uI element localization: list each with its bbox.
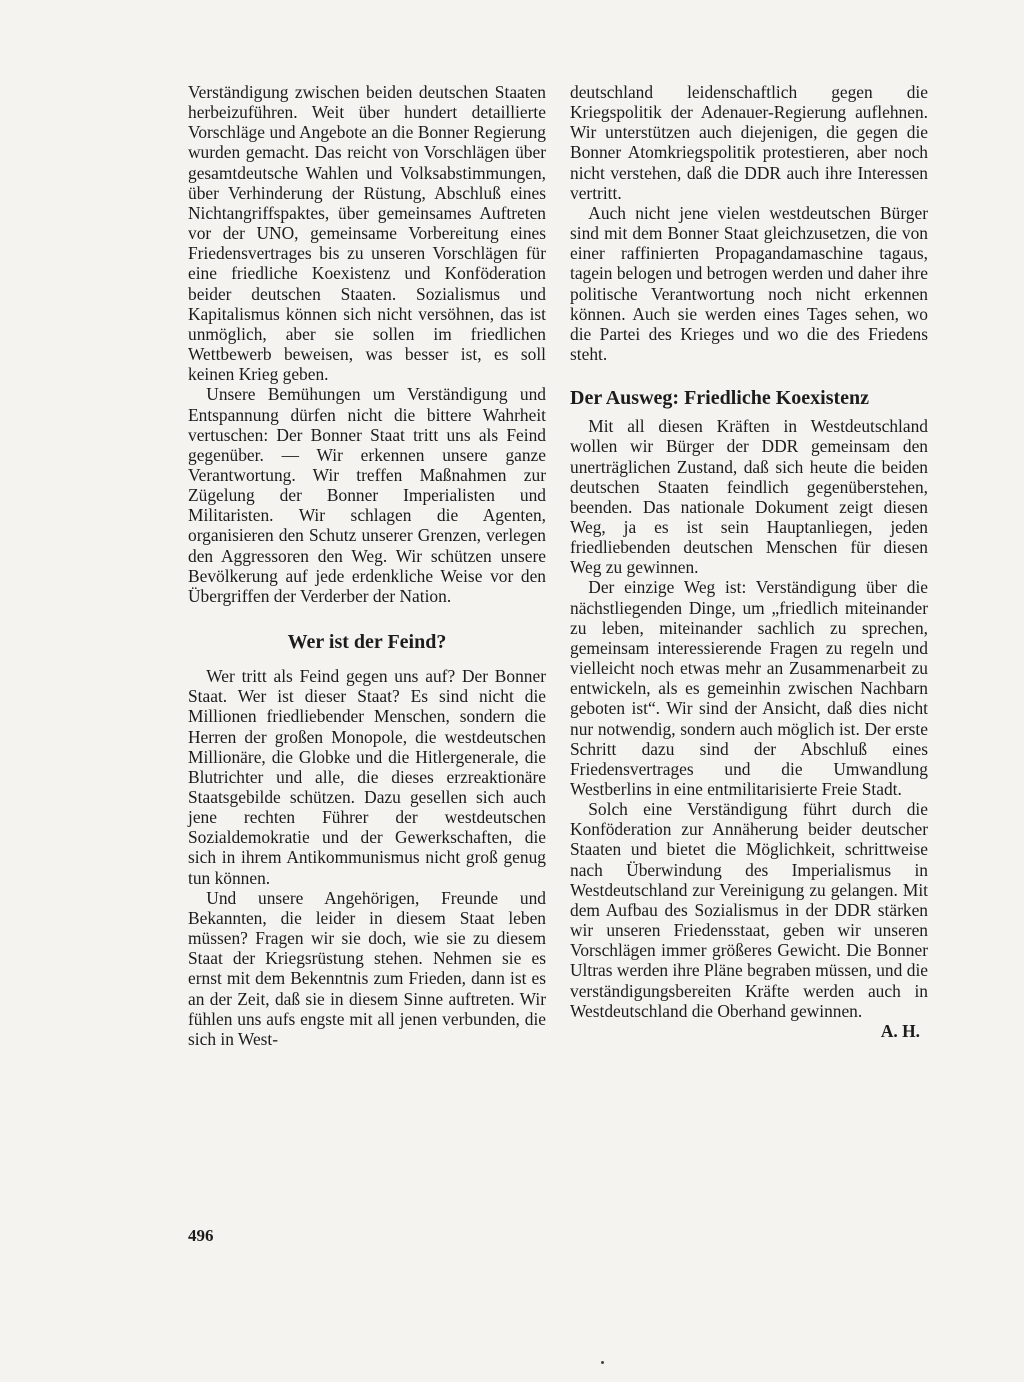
- section-heading-enemy: Wer ist der Feind?: [287, 631, 447, 654]
- paragraph-left-4: Und unsere Angehörigen, Freunde und Bekannten, die leider in diesem Staat leben müssen? Fragen wir sie doch, wie sie zu diesem Staat der Kriegsrüstung stehen. Nehmen sie es ernst mit dem Bekenntnis zum Frieden, dann ist es an der Zeit, daß sie in diesem Sinne auftreten. Wir fühlen uns aufs engste mit all jenen verbunden, die sich in West-: [188, 887, 546, 1049]
- right-column: [570, 82, 928, 1041]
- paragraph-right-2: Auch nicht jene vielen westdeutschen Bürger sind mit dem Bonner Staat gleichzusetzen, die von einer raffinierten Propagandamaschine tagaus, tagein belogen und betrogen werden und daher ihre politische Verantwortung noch nicht erkennen können. Auch sie werden eines Tages sehen, wo die Partei des Krieges und wo die des Friedens steht.: [570, 202, 928, 365]
- print-speck: [601, 1361, 604, 1364]
- page-number: 496: [188, 1226, 214, 1245]
- paragraph-left-2: Unsere Bemühungen um Verständigung und Entspannung dürfen nicht die bittere Wahrheit vertuschen: Der Bonner Staat tritt uns als Feind gegenüber. — Wir erkennen unsere ganze Verantwortung. Wir treffen Maßnahmen zur Zügelung der Bonner Imperialisten und Militaristen. Wir schlagen die Agenten, organisieren den Schutz unserer Grenzen, verlegen den Aggressoren den Weg. Wir schützen unsere Bevölkerung auf jede erdenkliche Weise vor den Übergriffen der Verderber der Nation.: [188, 384, 546, 606]
- paragraph-left-3: Wer tritt als Feind gegen uns auf? Der Bonner Staat. Wer ist dieser Staat? Es sind nicht die Millionen friedliebender Menschen, sondern die Herren der großen Monopole, die westdeutschen Millionäre, die Globke und die Hitlergenerale, die Blutrichter und alle, die dieses erzreaktionäre Staatsgebilde schützen. Dazu gesellen sich auch jene rechten Führer der westdeutschen Sozialdemokratie und der Gewerkschaften, die sich in ihrem Antikommunismus nicht groß genug tun können.: [188, 666, 546, 888]
- paragraph-right-4: Der einzige Weg ist: Verständigung über die nächstliegenden Dinge, um „friedlich miteinander zu leben, miteinander sachlich zu sprechen, gemeinsam interessierende Fragen zu regeln und vielleicht noch etwas mehr an Zusammenarbeit zu entwickeln, als es gemeinhin zwischen Nachbarn geboten ist“. Wir sind der Ansicht, daß dies nicht nur notwendig, sondern auch möglich ist. Der erste Schritt dazu sind der Abschluß eines Friedensvertrages und die Umwandlung Westberlins in eine entmilitarisierte Freie Stadt.: [570, 577, 928, 799]
- section-heading-coexistence: Der Ausweg: Friedliche Koexistenz: [570, 387, 870, 410]
- paragraph-right-5: Solch eine Verständigung führt durch die Konföderation zur Annäherung beider deutscher Staaten und bietet die Möglichkeit, schrittweise nach Überwindung des Imperialismus in Westdeutschland zur Vereinigung zu gelangen. Mit dem Aufbau des Sozialismus in der DDR stärken wir unseren Friedensstaat, geben wir unseren Vorschlägen immer größeres Gewicht. Die Bonner Ultras werden ihre Pläne begraben müssen, und die verständigungsbereiten Kräfte werden auch in Westdeutschland die Oberhand gewinnen.: [570, 799, 928, 1021]
- paragraph-left-1: Verständigung zwischen beiden deutschen Staaten herbeizuführen. Weit über hundert detaillierte Vorschläge und Angebote an die Bonner Regierung wurden gemacht. Das reicht von Vorschlägen über gesamtdeutsche Wahlen und Volksabstimmungen, über Verhinderung der Rüstung, Abschluß eines Nichtangriffspaktes, über gemeinsames Auftreten vor der UNO, gemeinsame Vorbereitung eines Friedensvertrages bis zu unseren Vorschlägen für eine friedliche Koexistenz und Konföderation beider deutschen Staaten. Sozialismus und Kapitalismus können sich nicht versöhnen, das ist unmöglich, aber sie sollen im friedlichen Wettbewerb beweisen, was besser ist, es soll keinen Krieg geben.: [188, 82, 546, 385]
- left-column: [188, 82, 546, 1049]
- author-signature: A. H.: [880, 1020, 920, 1041]
- paragraph-right-1: deutschland leidenschaftlich gegen die Kriegspolitik der Adenauer-Regierung auflehnen. Wir unterstützen auch diejenigen, die gegen die Bonner Atomkriegspolitik protestieren, aber noch nicht verstehen, daß die DDR auch ihre Interessen vertritt.: [570, 82, 928, 203]
- paragraph-right-3: Mit all diesen Kräften in Westdeutschland wollen wir Bürger der DDR gemeinsam den unerträglichen Zustand, daß sich heute die beiden deutschen Staaten feindlich gegenüberstehen, beenden. Das nationale Dokument zeigt diesen Weg, ja es ist sein Hauptanliegen, jeden friedliebenden deutschen Menschen für diesen Weg zu gewinnen.: [570, 416, 928, 578]
